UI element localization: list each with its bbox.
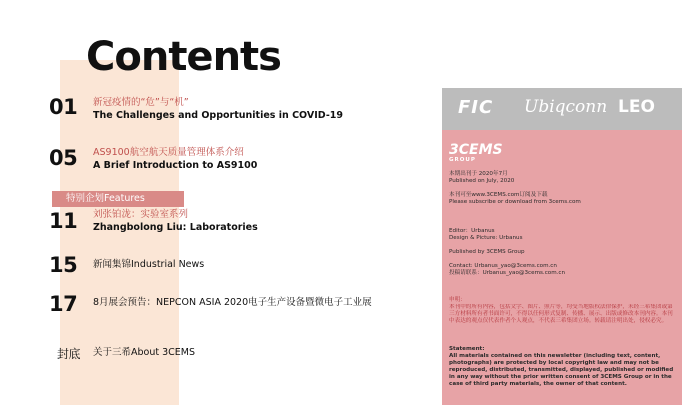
- entry-title-en[interactable]: The Challenges and Opportunities in COVID-19: [93, 110, 343, 121]
- entry-number: 封底: [57, 347, 81, 361]
- entry-title-cn[interactable]: AS9100航空航天质量管理体系介绍: [93, 147, 244, 158]
- entry-title-cn[interactable]: 新冠疫情的“危”与“机”: [93, 97, 189, 108]
- statement-en: All materials contained on this newsletter (including text, content, photographs) are protected by local copyright law and may not be reproduced, distributed, transmitted, displayed, published or modified in any way without the prior written consent of 3CEMS Group or in the case of third party materials, the owner of that content.: [449, 353, 674, 387]
- statement-cn-title: 申明：: [449, 297, 466, 303]
- publisher-line: Published by 3CEMS Group: [449, 249, 525, 255]
- entry-number: 11: [49, 209, 78, 233]
- entry-number: 15: [49, 253, 78, 277]
- fic-logo: FIC: [458, 97, 494, 118]
- contact-cn[interactable]: 投稿请联系：Urbanus_yao@3cems.com.cn: [449, 270, 566, 276]
- 3cems-logo-sub: GROUP: [449, 157, 476, 163]
- leo-logo: LEO: [618, 97, 655, 117]
- features-tag: 特别企划Features: [52, 191, 184, 207]
- subscribe-cn: 本刊可至www.3CEMS.com订阅及下载: [449, 192, 548, 198]
- editor-line: Editor：Urbanus: [449, 228, 495, 234]
- contact-en[interactable]: Contact: Urbanus_yao@3cems.com.cn: [449, 263, 557, 269]
- published-en: Published on July, 2020: [449, 178, 515, 184]
- entry-title[interactable]: 新闻集锦Industrial News: [93, 259, 205, 270]
- 3cems-logo: 3CEMS: [449, 142, 503, 158]
- design-line: Design & Picture: Urbanus: [449, 235, 523, 241]
- entry-number: 17: [49, 292, 78, 316]
- entry-title[interactable]: 关于三希About 3CEMS: [93, 347, 196, 358]
- page-title: Contents: [86, 34, 281, 80]
- entry-title-en[interactable]: A Brief Introduction to AS9100: [93, 160, 258, 171]
- entry-number: 01: [49, 95, 78, 119]
- entry-title-en[interactable]: Zhangbolong Liu: Laboratories: [93, 222, 258, 233]
- entry-title-cn[interactable]: 刘张铂泷：实验室系列: [93, 209, 189, 220]
- statement-cn: 本刊中的所有内容，包括文字、图片、照片等，均受当地版权法律保护，未经三希集团或第三方材料所有者书面许可，不得以任何形式复制、传播、展示、出版或修改本刊内容。本刊中表达的观点仅代表作者个人观点，不代表三希集团立场。转载请注明出处，侵权必究。: [449, 304, 673, 324]
- statement-en-title: Statement:: [449, 346, 485, 352]
- entry-number: 05: [49, 146, 78, 170]
- subscribe-en: Please subscribe or download from 3cems.com: [449, 199, 581, 205]
- ubiqconn-logo: Ubiqconn: [524, 97, 608, 117]
- entry-title[interactable]: 8月展会预告：NEPCON ASIA 2020电子生产设备暨微电子工业展: [93, 297, 372, 308]
- published-cn: 本期出刊于 2020年7月: [449, 171, 508, 177]
